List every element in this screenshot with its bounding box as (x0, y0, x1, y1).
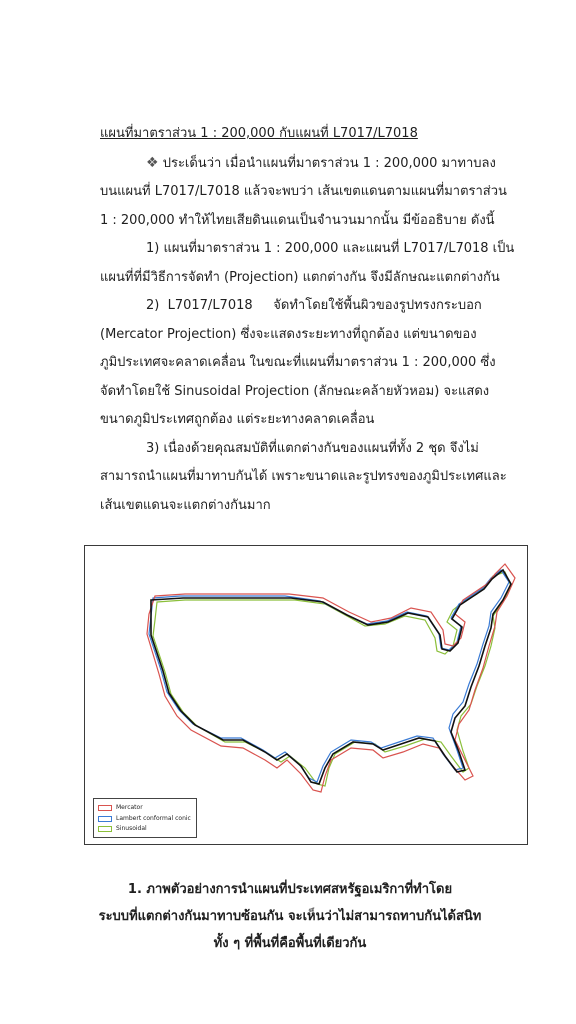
intro-line: ประเด็นว่า เมื่อนำแผนที่มาตราส่วน 1 : 200,000 มาทาบลง (162, 155, 496, 171)
point-1-line: แผนที่ที่มีวิธีการจัดทำ (Projection) แตกต่างกัน จึงมีลักษณะแตกต่างกัน (100, 269, 500, 285)
legend-swatch (98, 826, 112, 832)
legend-item-lambert (98, 814, 192, 825)
legend-label: Sinusoidal (116, 825, 147, 833)
projection-comparison-figure (84, 545, 528, 845)
map-legend (93, 798, 197, 838)
point-3-line: 3) เนื่องด้วยคุณสมบัติที่แตกต่างกันของแผนที่ทั้ง 2 ชุด จึงไม่ (146, 440, 479, 456)
figure-caption (60, 876, 520, 957)
legend-label: Lambert conformal conic (116, 814, 191, 822)
legend-swatch (98, 805, 112, 811)
intro-line: บนแผนที่ L7017/L7018 แล้วจะพบว่า เส้นเขตแดนตามแผนที่มาตราส่วน (100, 184, 507, 199)
point-3-line: เส้นเขตแดนจะแตกต่างกันมาก (100, 497, 271, 513)
sinusoidal-outline (153, 572, 511, 786)
point-2-line: (Mercator Projection) ซึ่งจะแสดงระยะทางที่ถูกต้อง แต่ขนาดของ (100, 326, 477, 342)
legend-label: Mercator (116, 804, 143, 812)
point-2-line: ภูมิประเทศจะคลาดเคลื่อน ในขณะที่แผนที่มาตราส่วน 1 : 200,000 ซึ่ง (100, 355, 496, 370)
caption-line: ทั้ง ๆ ที่พื้นที่คือพื้นที่เดียวกัน (213, 936, 367, 951)
legend-item-sinusoidal (98, 824, 192, 835)
document-body (100, 120, 540, 520)
legend-item-mercator (98, 803, 192, 814)
point-1-line: 1) แผนที่มาตราส่วน 1 : 200,000 และแผนที่ L7017/L7018 เป็น (146, 241, 515, 256)
diamond-bullet-icon: ❖ (146, 154, 159, 171)
legend-swatch (98, 816, 112, 822)
point-2-line: 2) L7017/L7018 จัดทำโดยใช้พื้นผิวของรูปทรงกระบอก (146, 298, 482, 313)
intro-line: 1 : 200,000 ทำให้ไทยเสียดินแดนเป็นจำนวนมากนั้น มีข้ออธิบาย ดังนี้ (100, 212, 495, 228)
section-heading: แผนที่มาตราส่วน 1 : 200,000 กับแผนที่ L7017/L7018 (100, 126, 418, 141)
point-2-line: จัดทำโดยใช้ Sinusoidal Projection (ลักษณะคล้ายหัวหอม) จะแสดง (100, 383, 490, 399)
intro-paragraph (100, 149, 540, 179)
point-2-line: ขนาดภูมิประเทศถูกต้อง แต่ระยะทางคลาดเคลื่อน (100, 412, 375, 427)
caption-line: 1. ภาพตัวอย่างการนำแผนที่ประเทศสหรัฐอเมริกาที่ทำโดย (127, 882, 453, 897)
caption-line: ระบบที่แตกต่างกันมาทาบซ้อนกัน จะเห็นว่าไม่สามารถทาบกันได้สนิท (98, 909, 482, 924)
point-3-line: สามารถนำแผนที่มาทาบกันได้ เพราะขนาดและรูปทรงของภูมิประเทศและ (100, 469, 507, 484)
